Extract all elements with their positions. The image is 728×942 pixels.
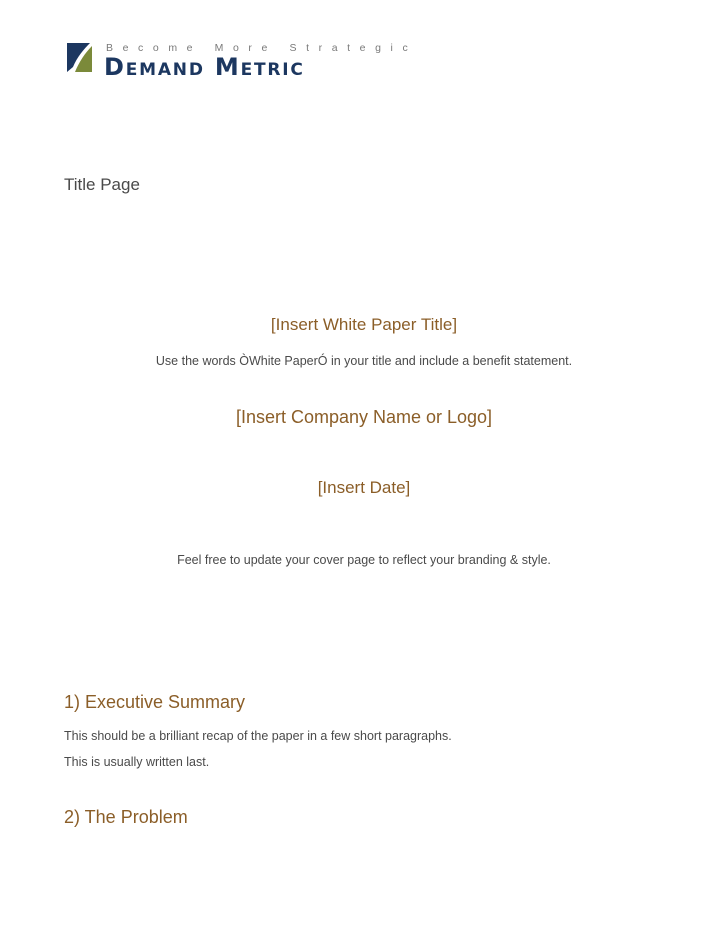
executive-summary-line: This is usually written last. bbox=[64, 755, 210, 769]
title-instruction: Use the words ÒWhite PaperÓ in your title and include a benefit statement. bbox=[155, 354, 573, 368]
section-heading-the-problem: 2) The Problem bbox=[64, 807, 188, 827]
date-placeholder: [Insert Date] bbox=[317, 478, 411, 497]
demand-metric-logo bbox=[64, 41, 418, 81]
white-paper-title: [Insert White Paper Title] bbox=[270, 315, 458, 334]
logo-wordmark: Demand Metric bbox=[104, 53, 305, 81]
executive-summary-line: This should be a brilliant recap of the paper in a few short paragraphs. bbox=[64, 729, 452, 743]
cover-page-note: Feel free to update your cover page to reflect your branding & style. bbox=[177, 553, 551, 567]
leaf-logo-icon bbox=[64, 41, 94, 74]
logo-tagline: Become More Strategic bbox=[106, 42, 418, 54]
title-page-label: Title Page bbox=[64, 175, 140, 194]
company-name-placeholder: [Insert Company Name or Logo] bbox=[235, 407, 493, 427]
section-heading-executive-summary: 1) Executive Summary bbox=[64, 692, 246, 712]
